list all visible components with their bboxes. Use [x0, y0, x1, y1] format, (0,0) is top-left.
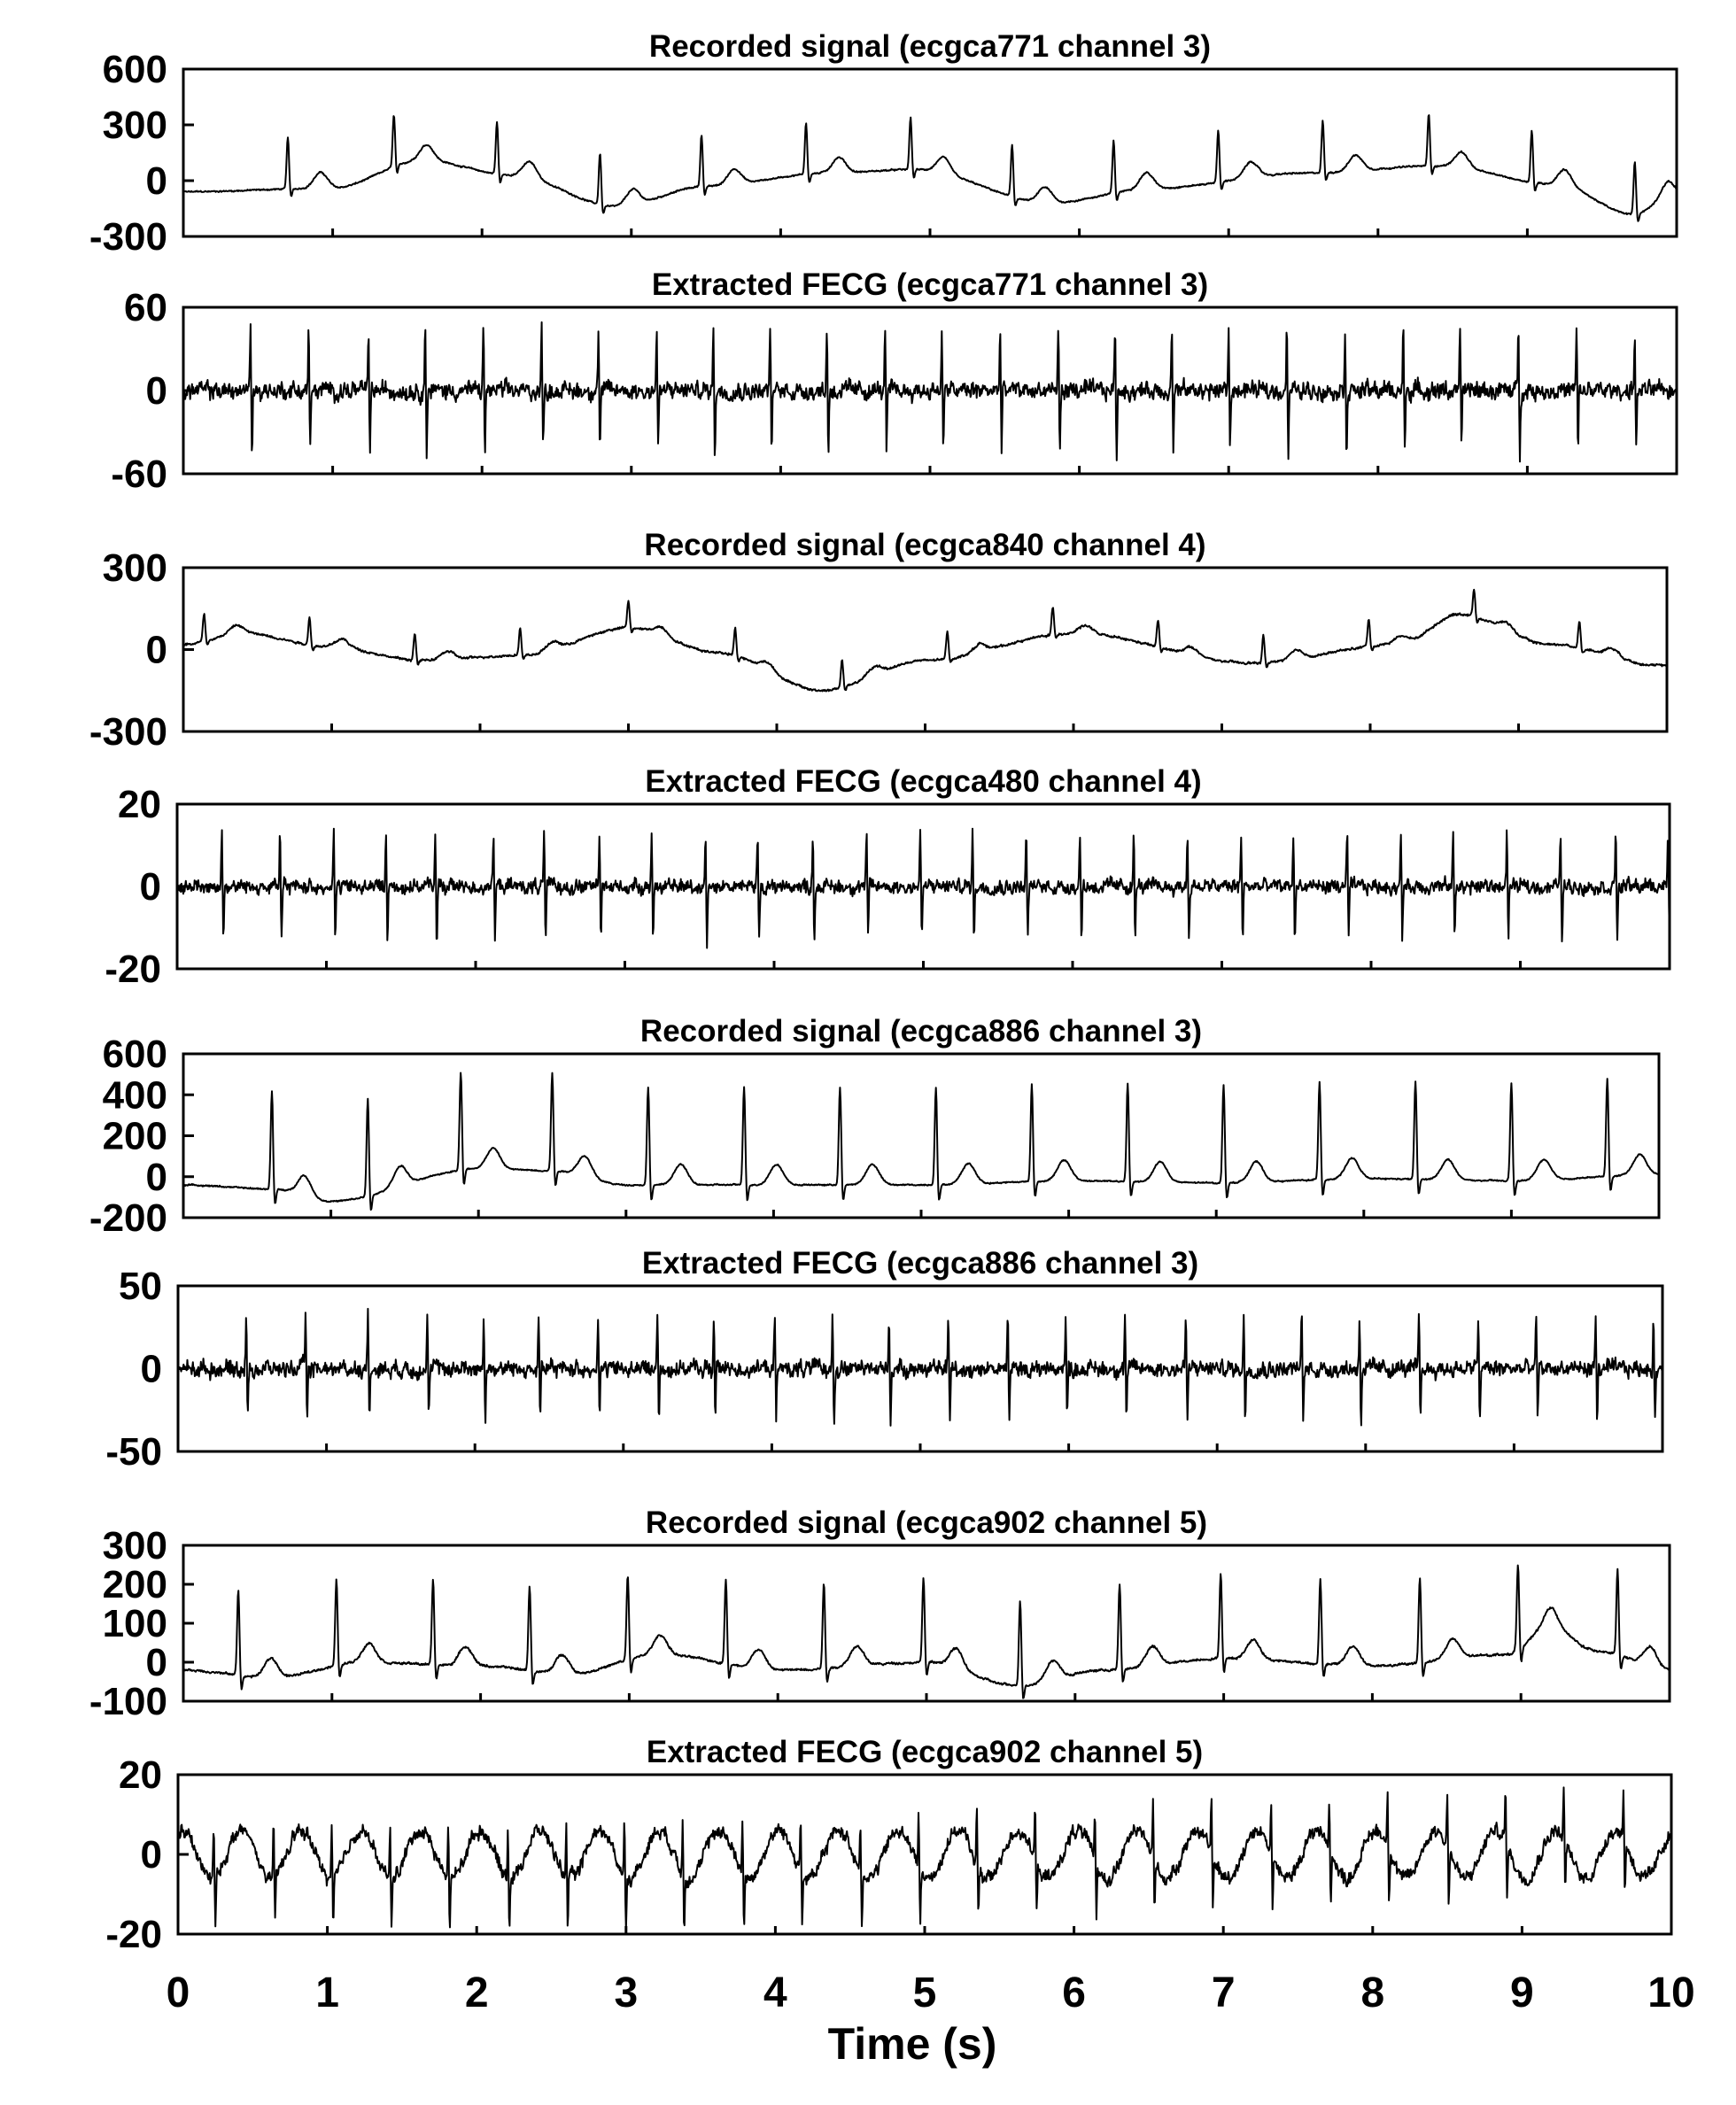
panel-title: Extracted FECG (ecgca886 channel 3) — [641, 1246, 1199, 1281]
panel-title: Extracted FECG (ecgca902 channel 5) — [646, 1735, 1204, 1769]
y-tick-label: 600 — [102, 48, 167, 91]
y-tick-label: -300 — [89, 215, 167, 259]
recorded-signal-trace — [183, 1073, 1659, 1211]
panel-1 — [89, 29, 1677, 259]
x-tick-label: 6 — [1062, 1970, 1086, 2016]
y-tick-label: 300 — [102, 104, 167, 147]
recorded-signal-trace — [183, 1566, 1670, 1699]
plot-frame — [183, 69, 1677, 236]
panel-title: Recorded signal (ecgca771 channel 3) — [648, 29, 1212, 64]
x-axis-label: Time (s) — [827, 2019, 997, 2069]
y-tick-label: 60 — [124, 286, 167, 329]
y-tick-label: 0 — [145, 369, 167, 413]
panel-8 — [105, 1735, 1671, 1956]
y-tick-label: 300 — [102, 1524, 167, 1567]
x-tick-label: 9 — [1510, 1970, 1534, 2016]
y-tick-label: 20 — [118, 783, 161, 826]
y-tick-label: 200 — [102, 1563, 167, 1606]
y-tick-label: 50 — [119, 1265, 162, 1308]
panel-title: Recorded signal (ecgca840 channel 4) — [644, 528, 1206, 562]
y-tick-label: -60 — [111, 453, 167, 496]
y-tick-label: -20 — [105, 948, 161, 991]
x-tick-label: 4 — [763, 1970, 787, 2016]
y-tick-label: 300 — [102, 546, 167, 590]
panel-6 — [105, 1246, 1662, 1474]
x-tick-label: 1 — [315, 1970, 339, 2016]
x-tick-label: 7 — [1211, 1970, 1236, 2016]
y-tick-label: 0 — [145, 628, 167, 672]
y-tick-label: -50 — [105, 1430, 162, 1474]
x-tick-label: 8 — [1360, 1970, 1385, 2016]
panels-container — [89, 29, 1677, 1956]
fecg-trace — [178, 1787, 1671, 1929]
panel-title: Recorded signal (ecgca902 channel 5) — [645, 1505, 1208, 1540]
x-tick-label: 3 — [614, 1970, 639, 2016]
plot-frame — [183, 568, 1667, 731]
shared-x-axis — [167, 1970, 1695, 2016]
recorded-signal-trace — [183, 115, 1677, 221]
recorded-signal-trace — [183, 590, 1667, 692]
y-tick-label: 400 — [102, 1073, 167, 1118]
y-tick-label: 600 — [102, 1033, 167, 1076]
x-tick-label: 0 — [166, 1970, 190, 2016]
fecg-trace — [177, 829, 1670, 948]
y-tick-label: 0 — [139, 865, 161, 909]
y-tick-label: 0 — [145, 1155, 167, 1199]
y-tick-label: 0 — [145, 1641, 167, 1684]
y-tick-label: 0 — [140, 1347, 162, 1391]
y-tick-label: 200 — [102, 1114, 167, 1158]
y-tick-label: -100 — [89, 1680, 167, 1723]
panel-title: Extracted FECG (ecgca480 channel 4) — [645, 764, 1202, 799]
panel-3 — [89, 528, 1667, 754]
panel-7 — [89, 1505, 1670, 1723]
panel-2 — [111, 267, 1677, 496]
x-tick-label: 10 — [1647, 1970, 1695, 2016]
y-tick-label: -20 — [105, 1913, 162, 1956]
panel-5 — [89, 1014, 1659, 1240]
fecg-trace — [183, 322, 1677, 461]
y-tick-label: 0 — [140, 1833, 162, 1877]
y-tick-label: 100 — [102, 1602, 167, 1645]
x-tick-label: 5 — [912, 1970, 937, 2016]
y-tick-label: -200 — [89, 1196, 167, 1240]
y-tick-label: 0 — [145, 159, 167, 203]
y-tick-label: 20 — [119, 1753, 162, 1797]
x-tick-label: 2 — [464, 1970, 489, 2016]
panel-title: Recorded signal (ecgca886 channel 3) — [639, 1014, 1203, 1049]
panel-title: Extracted FECG (ecgca771 channel 3) — [651, 267, 1209, 302]
panel-4 — [105, 764, 1670, 991]
plot-frame — [183, 1054, 1659, 1218]
y-tick-label: -300 — [89, 710, 167, 754]
plot-frame — [183, 1545, 1670, 1701]
fecg-trace — [178, 1309, 1662, 1426]
